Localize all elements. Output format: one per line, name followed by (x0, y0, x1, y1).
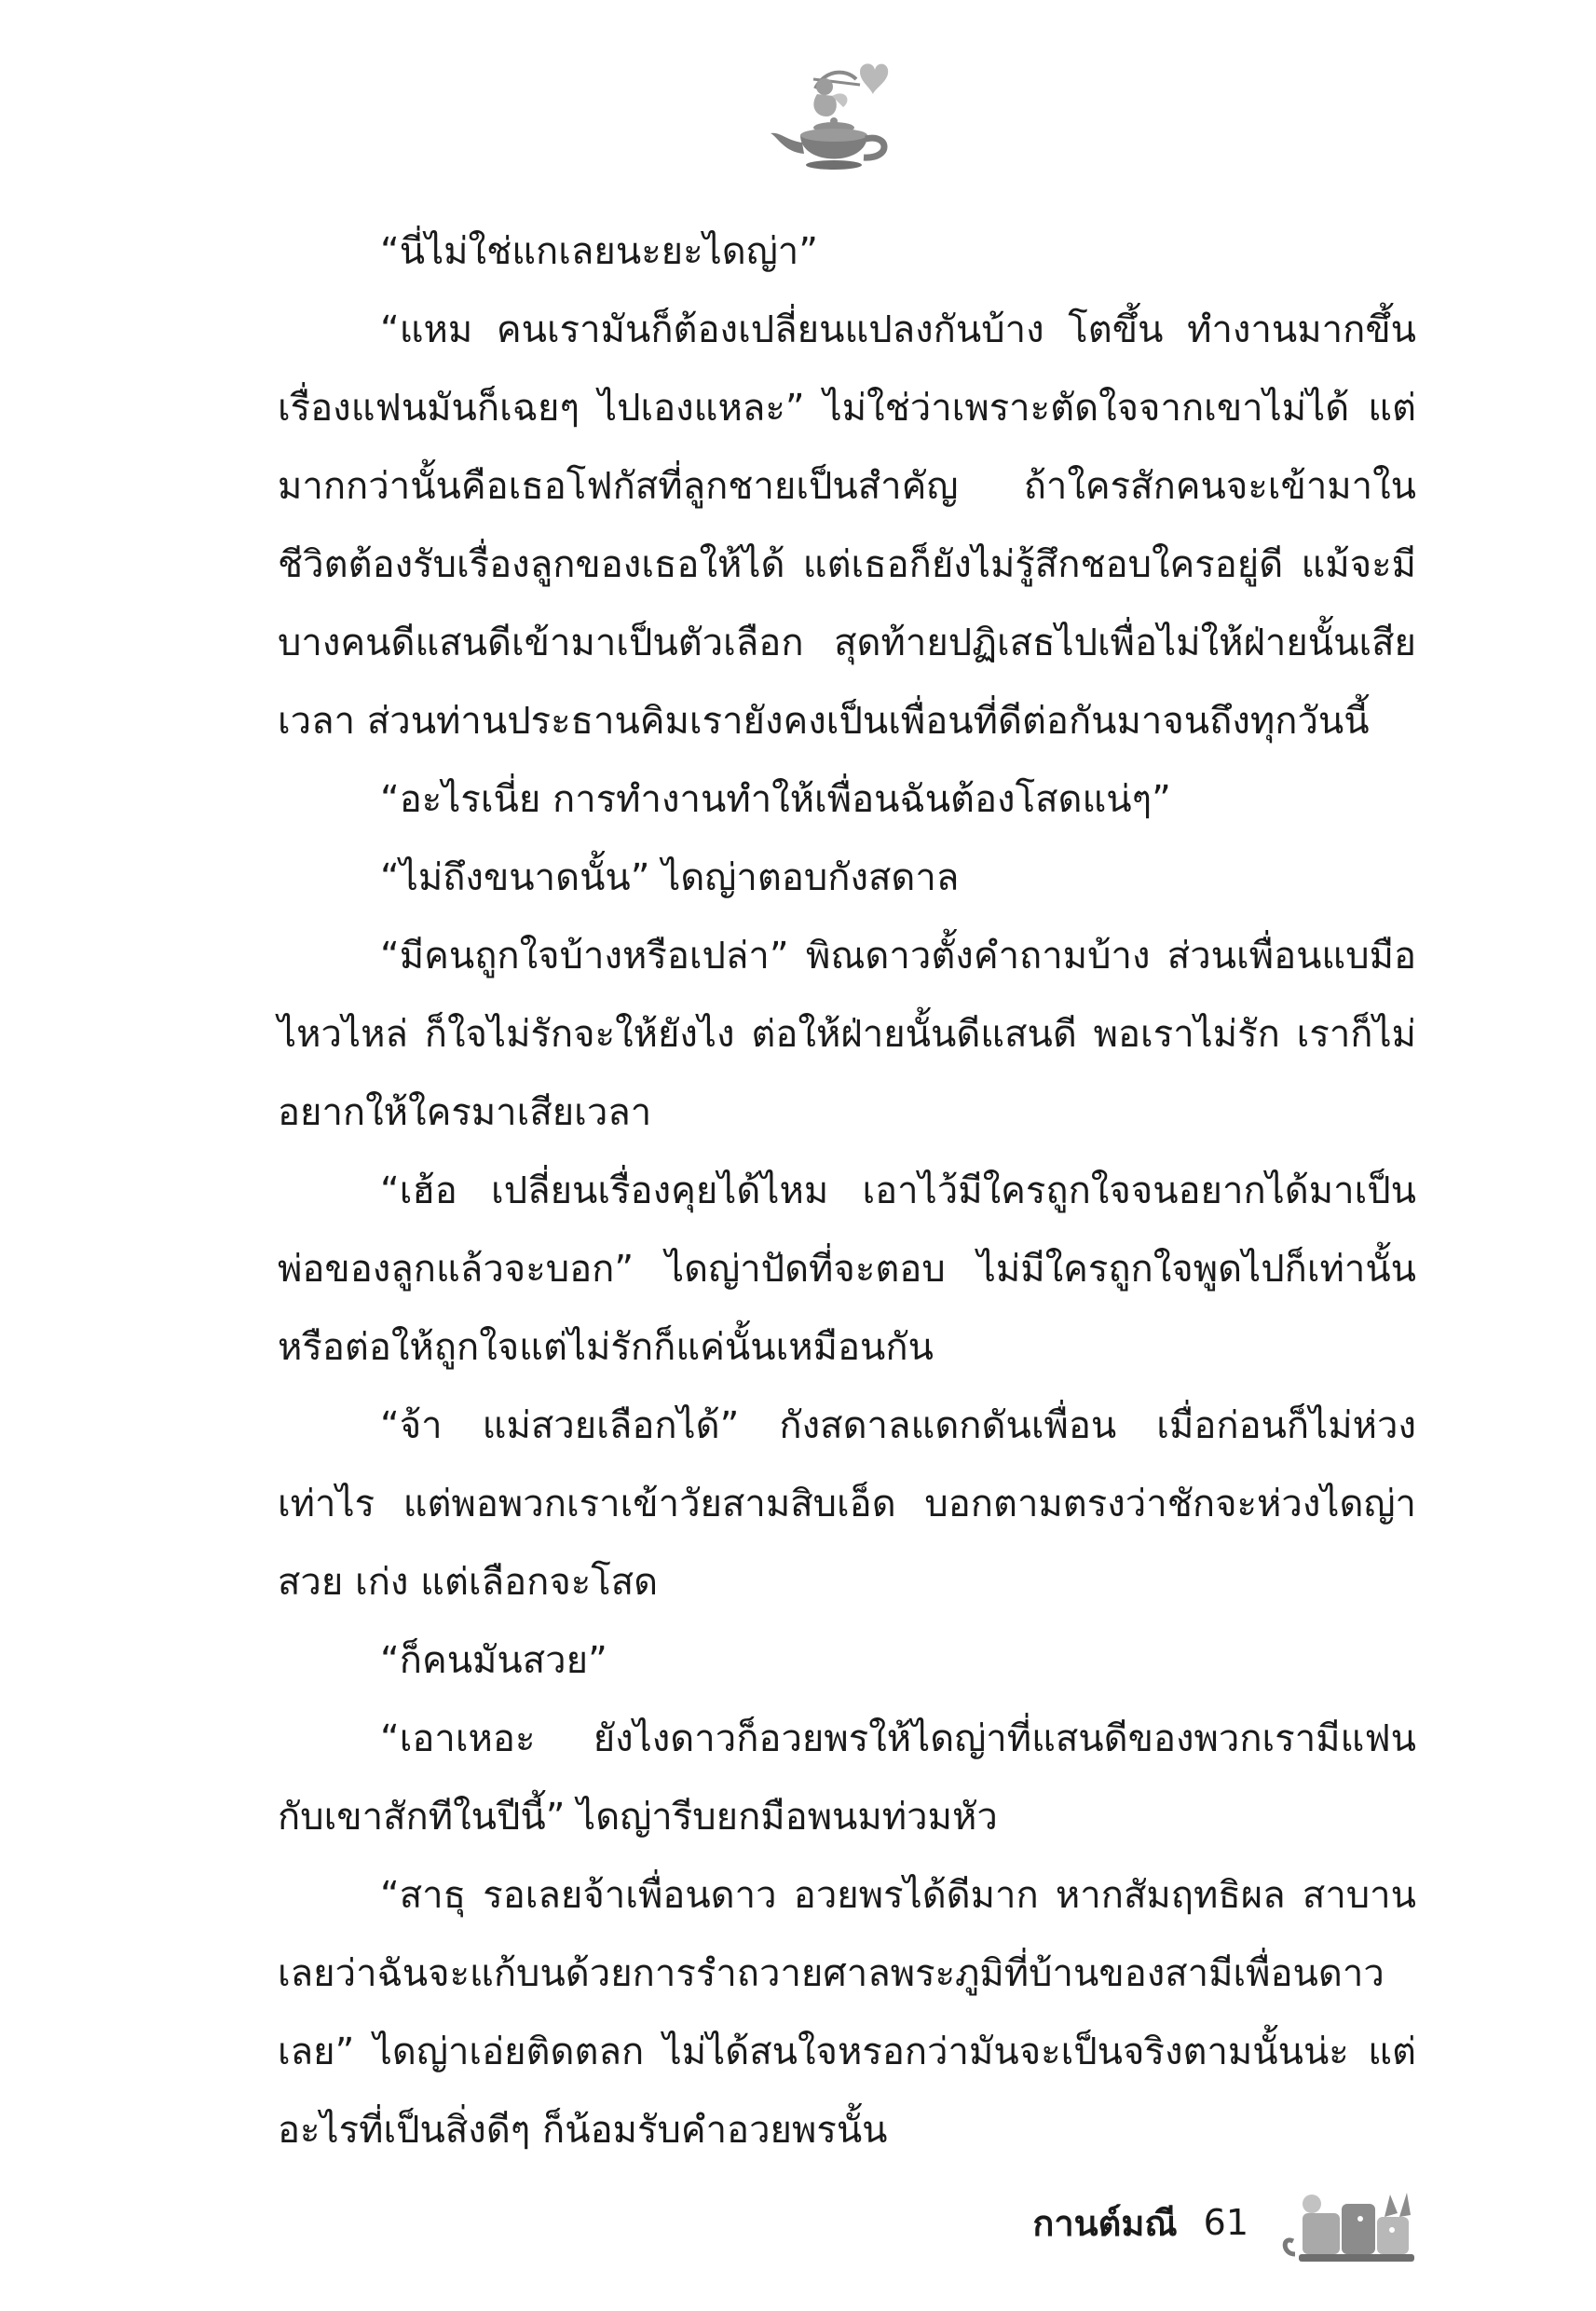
cat-figure-ornament-icon (1275, 2176, 1433, 2269)
paragraph: “สาธุ รอเลยจ้าเพื่อนดาว อวยพรได้ดีมาก หากสัมฤทธิผล สาบานเลยว่าฉันจะแก้บนด้วยการรำถวายศาลพระภูมิที่บ้านของสามีเพื่อนดาวเลย” ไดญ่าเอ่ยติดตลก ไม่ได้สนใจหรอกว่ามันจะเป็นจริงตามนั้นน่ะ แต่อะไรที่เป็นสิ่งดีๆ ก็น้อมรับคำอวยพรนั้น (278, 1874, 1416, 2152)
chapter-body (278, 212, 1416, 2169)
paragraph: “แหม คนเรามันก็ต้องเปลี่ยนแปลงกันบ้าง โตขึ้น ทำงานมากขึ้น เรื่องแฟนมันก็เฉยๆ ไปเองแหละ” ไม่ใช่ว่าเพราะตัดใจจากเขาไม่ได้ แต่มากกว่านั้นคือเธอโฟกัสที่ลูกชายเป็นสำคัญ ถ้าใครสักคนจะเข้ามาในชีวิตต้องรับเรื่องลูกของเธอให้ได้ แต่เธอก็ยังไม่รู้สึกชอบใครอยู่ดี แม้จะมีบางคนดีแสนดีเข้ามาเป็นตัวเลือก สุดท้ายปฏิเสธไปเพื่อไม่ให้ฝ่ายนั้นเสียเวลา ส่วนท่านประธานคิมเรายังคงเป็นเพื่อนที่ดีต่อกันมาจนถึงทุกวันนี้ (278, 308, 1416, 743)
paragraph: “เฮ้อ เปลี่ยนเรื่องคุยได้ไหม เอาไว้มีใครถูกใจจนอยากได้มาเป็นพ่อของลูกแล้วจะบอก” ไดญ่าปัดที่จะตอบ ไม่มีใครถูกใจพูดไปก็เท่านั้น หรือต่อให้ถูกใจแต่ไม่รักก็แค่นั้นเหมือนกัน (278, 1169, 1416, 1369)
paragraph: “ไม่ถึงขนาดนั้น” ไดญ่าตอบกังสดาล (380, 856, 960, 899)
page-number: 61 (1203, 2202, 1248, 2243)
paragraph: “อะไรเนี่ย การทำงานทำให้เพื่อนฉันต้องโสดแน่ๆ” (380, 778, 1171, 821)
paragraph: “จ้า แม่สวยเลือกได้” กังสดาลแดกดันเพื่อน เมื่อก่อนก็ไม่ห่วงเท่าไร แต่พอพวกเราเข้าวัยสามสิบเอ็ด บอกตามตรงว่าชักจะห่วงไดญ่า สวย เก่ง แต่เลือกจะโสด (278, 1404, 1416, 1604)
paragraph: “นี่ไม่ใช่แกเลยนะยะไดญ่า” (380, 230, 818, 273)
book-title: กานต์มณี (1032, 2202, 1178, 2244)
paragraph: “มีคนถูกใจบ้างหรือเปล่า” พิณดาวตั้งคำถามบ้าง ส่วนเพื่อนแบมือไหวไหล่ ก็ใจไม่รักจะให้ยังไง ต่อให้ฝ่ายนั้นดีแสนดี พอเราไม่รัก เราก็ไม่อยากให้ใครมาเสียเวลา (278, 935, 1416, 1134)
paragraph: “เอาเหอะ ยังไงดาวก็อวยพรให้ไดญ่าที่แสนดีของพวกเรามีแฟนกับเขาสักทีในปีนี้” ไดญ่ารีบยกมือพนมท่วมหัว (278, 1717, 1416, 1839)
paragraph: “ก็คนมันสวย” (380, 1639, 607, 1682)
page-footer (1032, 2171, 1433, 2274)
teapot-cupid-ornament-icon (759, 51, 908, 182)
